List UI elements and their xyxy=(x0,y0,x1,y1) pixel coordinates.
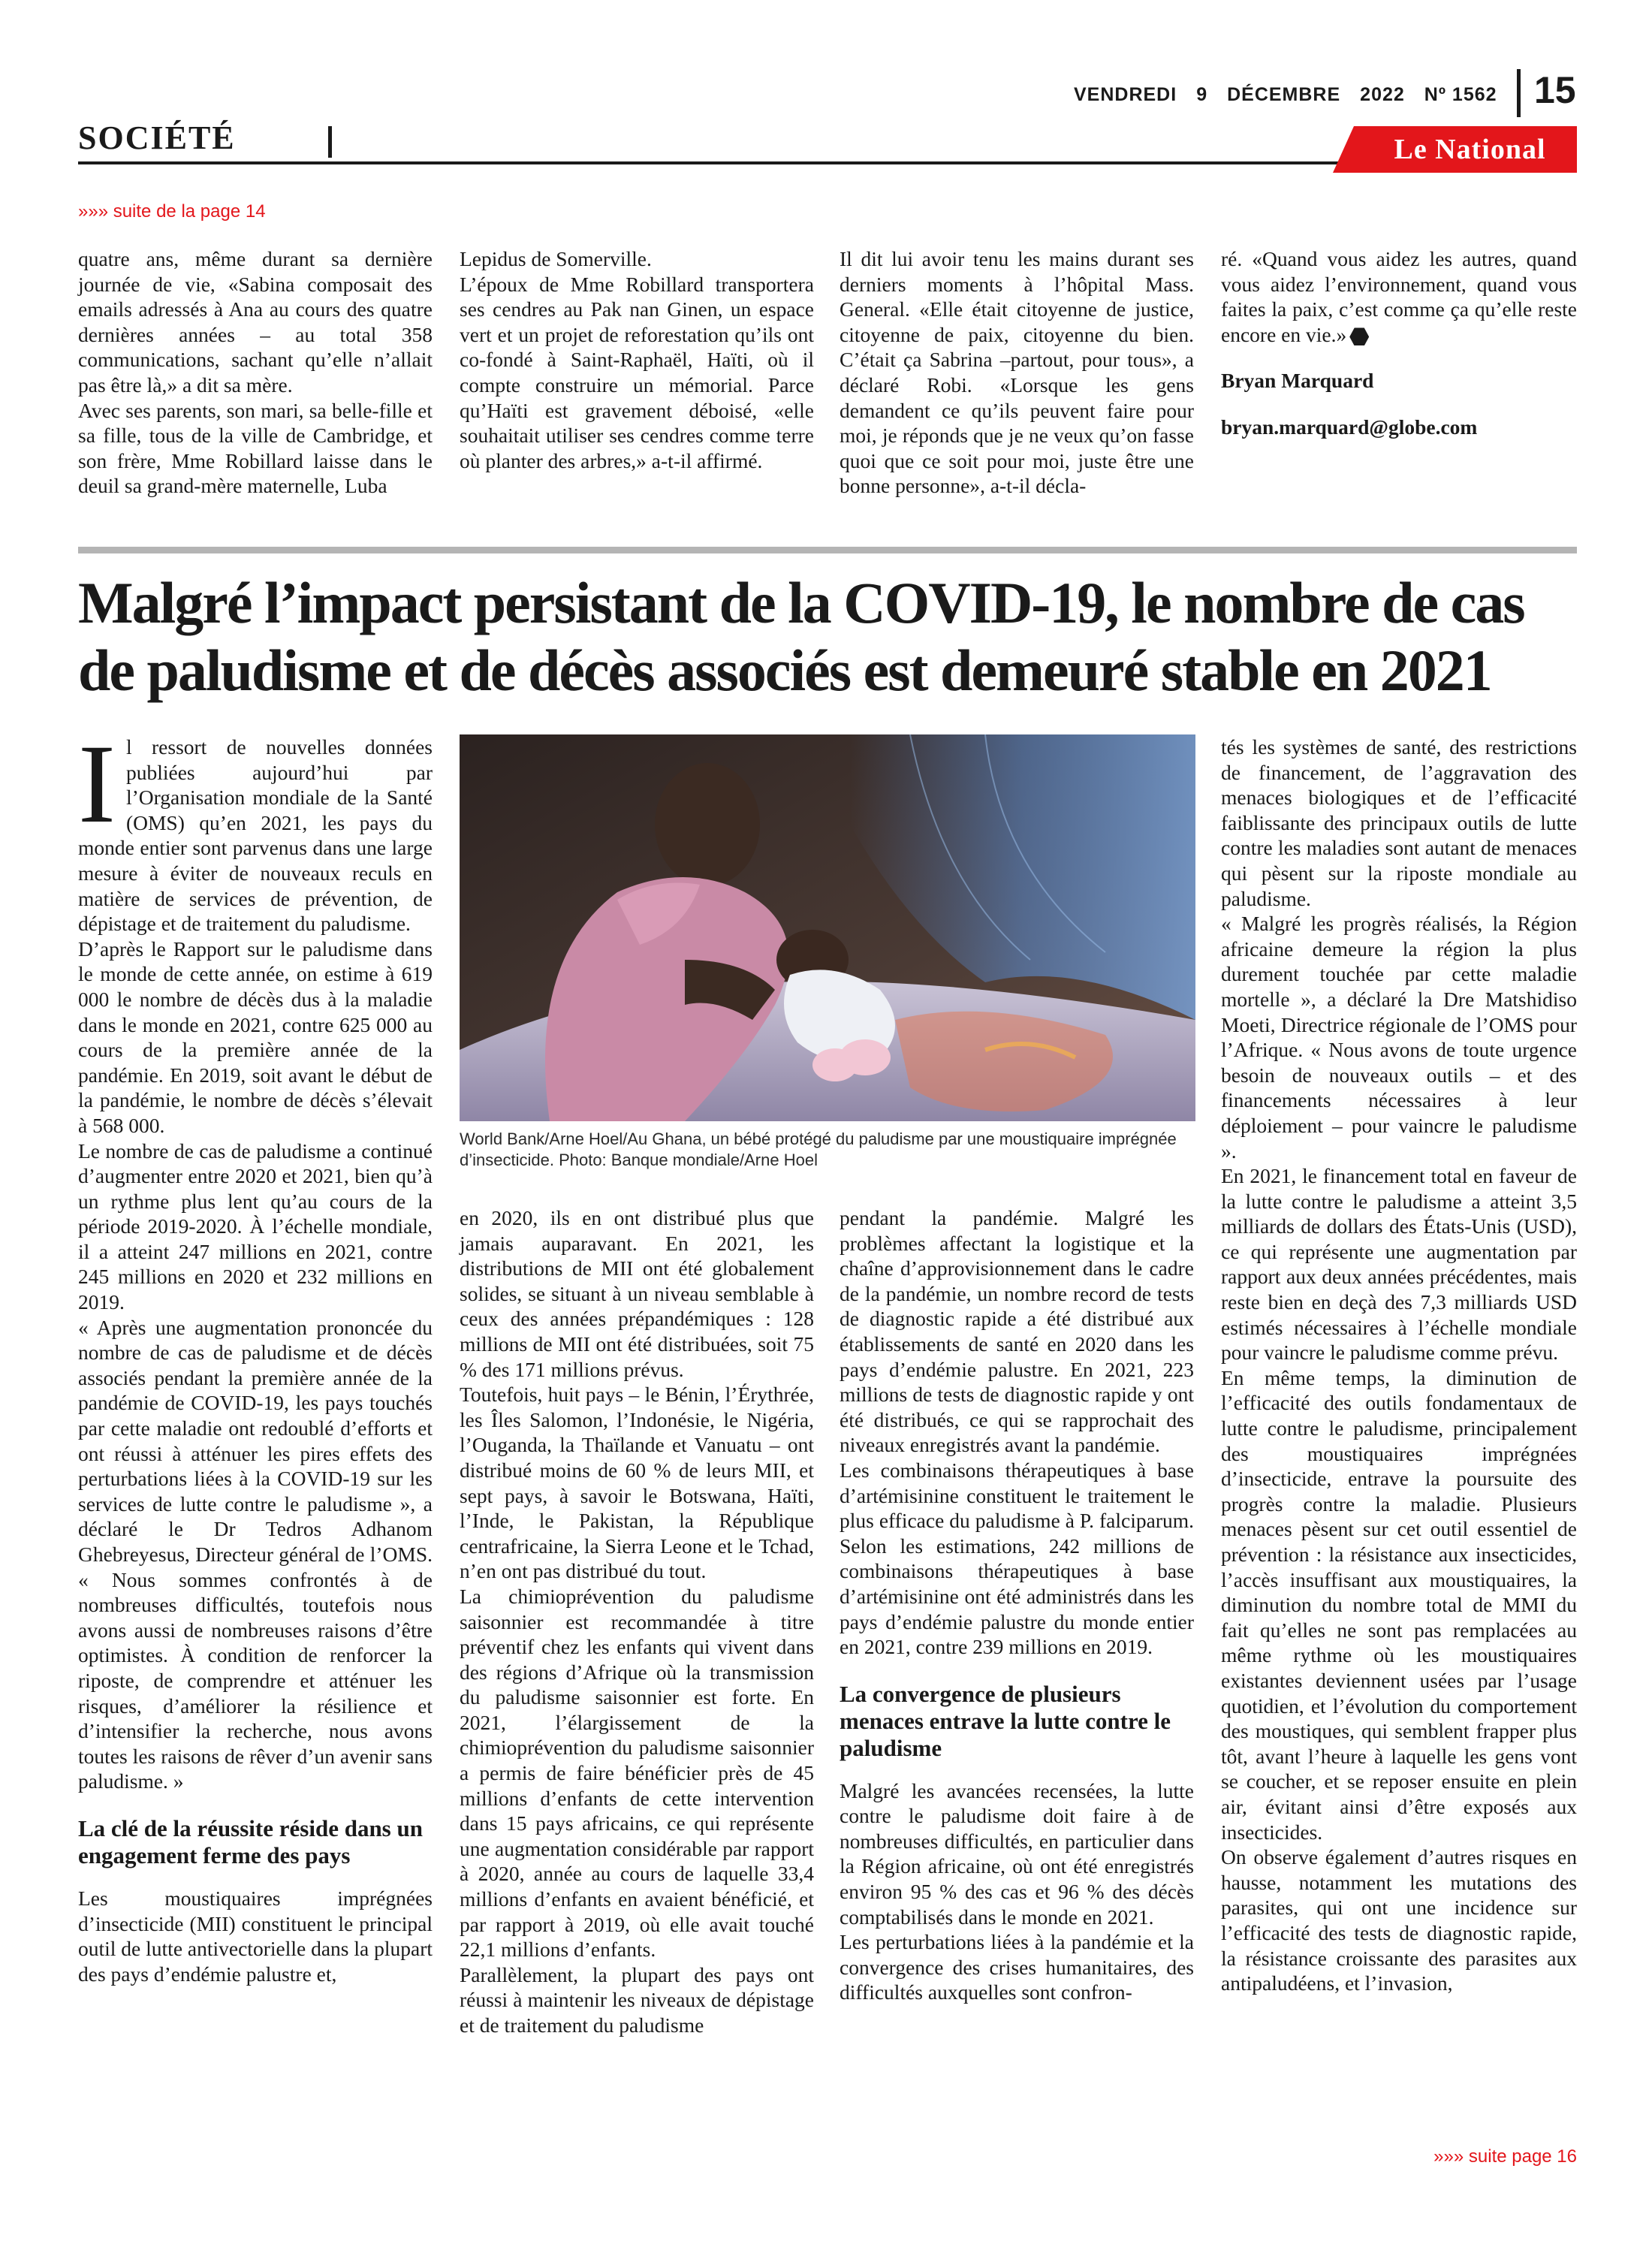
article-col-3 xyxy=(840,1205,1194,2005)
article-col-4 xyxy=(1221,734,1577,1996)
article-photo xyxy=(460,734,1195,1121)
paragraph: Le nombre de cas de paludisme a continué d’augmenter entre 2020 et 2021, bien qu’à un rythme plus lent qu’au cours de la période 2019-2020. À l’échelle mondiale, il a atteint 247 millions en 2021, contre 245 millions en 2020 et 232 millions en 2019. xyxy=(78,1139,433,1314)
end-of-article-icon xyxy=(1349,327,1369,345)
mother-baby-net-photo xyxy=(460,734,1195,1121)
author-email[interactable]: bryan.marquard@globe.com xyxy=(1221,415,1478,439)
drop-cap: I xyxy=(78,722,116,846)
prev-article-col-2 xyxy=(460,246,814,473)
prev-article-col-3 xyxy=(840,246,1194,499)
prev-article-col-1 xyxy=(78,246,433,499)
subheading: La convergence de plusieurs menaces entrave la lutte contre le paludisme xyxy=(840,1680,1171,1761)
paragraph: En 2021, le financement total en faveur de la lutte contre le paludisme a atteint 3,5 milliards de dollars des États-Unis (USD), ce qui représente une augmentation par rapport aux deux années précédentes, mais reste bien en deçà des 7,3 milliards USD estimés nécessaires à l’échelle mondiale pour vaincre le paludisme comme prévu. xyxy=(1221,1164,1577,1365)
prev-article-col-4 xyxy=(1221,246,1577,440)
paragraph: Malgré les avancées recensées, la lutte contre le paludisme doit faire à de nombreuses difficultés, en particulier dans la Région africaine, où ont été enregistrés environ 95 % des cas et 96 % des décès comptabilisés dans le monde en 2021. xyxy=(840,1778,1194,1929)
paragraph: Parallèlement, la plupart des pays ont réussi à maintenir les niveaux de dépistage et de traitement du paludisme xyxy=(460,1962,814,2037)
year: 2022 xyxy=(1360,84,1405,105)
paragraph: En même temps, la diminution de l’efficacité des outils fondamentaux de lutte contre le paludisme, principalement des moustiquaires imprégnées d’insecticide, entrave la poursuite des progrès contre la maladie. Plusieurs menaces pèsent sur cet outil essentiel de prévention : la résistance aux insecticides, l’accès insuffisant aux moustiquaires, la diminution du nombre total de MMI du fait qu’elles ne sont pas remplacées au même rythme où les moustiquaires existantes deviennent usées par l’usage quotidien, et l’évolution du comportement des moustiques, qui semblent frapper plus tôt, avant l’heure à laquelle les gens vont se coucher, et se reposer ensuite en plein air, évitant ainsi d’être exposés aux insecticides. xyxy=(1221,1365,1577,1844)
month: DÉCEMBRE xyxy=(1227,84,1341,105)
day-number: 9 xyxy=(1196,84,1208,105)
paragraph: Avec ses parents, son mari, sa belle-fille et sa fille, tous de la ville de Cambridge, et son frère, Mme Robillard laisse dans le deuil sa grand-mère maternelle, Luba xyxy=(78,398,433,498)
page-number: 15 xyxy=(1517,69,1614,117)
paragraph: en 2020, ils en ont distribué plus que jamais auparavant. En 2021, les distributions de MII ont été globalement solides, se situant à un niveau semblable à ceux des années prépandémiques : 128 millions de MII ont été distribuées, soit 75 % des 171 millions prévus. xyxy=(460,1206,814,1381)
article-col-2 xyxy=(460,1205,814,2038)
paragraph: L’époux de Mme Robillard transportera ses cendres au Pak nan Ginen, un espace vert et un projet de reforestation qu’ils ont co-fondé à Saint-Raphaël, Haïti, où il compte construire un mémorial. Parce qu’Haïti est gravement déboisé, «elle souhaitait utiliser ses cendres comme terre où planter des arbres,» a-t-il affirmé. xyxy=(460,272,814,472)
newspaper-name: Le National xyxy=(1394,134,1546,165)
continued-to[interactable]: »»» suite page 16 xyxy=(1433,2146,1577,2167)
paragraph: On observe également d’autres risques en hausse, notamment les mutations des parasites, qui ont une incidence sur l’efficacité des tests de diagnostic rapide, la résistance croissante des parasites aux antipaludéens, et l’invasion, xyxy=(1221,1845,1577,1995)
paragraph: Les moustiquaires imprégnées d’insecticide (MII) constituent le principal outil de lutte antivectorielle dans la plupart des pays d’endémie palustre et, xyxy=(78,1886,433,1986)
paragraph: Toutefois, huit pays – le Bénin, l’Érythrée, les Îles Salomon, l’Indonésie, le Nigéria, l’Ouganda, la Thaïlande et Vanuatu – ont distribué moins de 60 % de leurs MII, et sept pays, à savoir le Botswana, Haïti, l’Inde, le Pakistan, la République centrafricaine, la Sierra Leone et le Tchad, n’en ont pas distribué du tout. xyxy=(460,1383,814,1583)
paragraph: Il dit lui avoir tenu les mains durant ses derniers moments à l’hôpital Mass. General. «Elle était citoyenne de justice, citoyenne de paix, citoyenne du bien. C’était ça Sabrina –partout, pour tous», a déclaré Robi. «Lorsque les gens demandent ce qu’ils peuvent faire pour moi, je réponds que je ne veux qu’on fasse quoi que ce soit pour moi, juste être une bonne personne», a-t-il décla- xyxy=(840,247,1194,498)
paragraph: « Après une augmentation prononcée du nombre de cas de paludisme et de décès associés pendant la première année de la pandémie de COVID-19, les pays touchés par cette maladie ont redoublé d’efforts et ont réussi à atténuer les pires effets des perturbations liées à la COVID-19 sur les services de lutte contre le paludisme », a déclaré le Dr Tedros Adhanom Ghebreyesus, Directeur général de l’OMS. « Nous sommes confrontés à de nombreuses difficultés, toutefois nous avons aussi de nombreuses raisons d’être optimistes. À condition de renforcer la riposte, de comprendre et atténuer les risques, d’améliorer la résilience et d’intensifier la recherche, nous avons toutes les raisons de rêver d’un avenir sans paludisme. » xyxy=(78,1315,433,1793)
paragraph xyxy=(1221,246,1577,347)
photo-caption: World Bank/Arne Hoel/Au Ghana, un bébé protégé du paludisme par une moustiquaire imprégnée d’insecticide. Photo: Banque mondiale/Arne Hoel xyxy=(460,1130,1177,1169)
subheading: La clé de la réussite réside dans un engagement ferme des pays xyxy=(78,1814,423,1868)
paragraph: « Malgré les progrès réalisés, la Région africaine demeure la région la plus durement touchée par cette maladie mortelle », a déclaré la Dre Matshidiso Moeti, Directrice régionale de l’OMS pour l’Afrique. « Nous avons de toute urgence besoin de nouveaux outils – et des financements nécessaires à leur déploiement – pour vaincre le paludisme ». xyxy=(1221,912,1577,1163)
paragraph: Lepidus de Somerville. xyxy=(460,247,652,270)
lead-paragraph xyxy=(78,722,433,936)
issue-date xyxy=(1074,84,1524,106)
article-headline: Malgré l’impact persistant de la COVID-19, le nombre de cas de paludisme et de décès associés est demeuré stable en 2021 xyxy=(78,570,1524,703)
paragraph: Les combinaisons thérapeutiques à base d’artémisinine constituent le traitement le plus efficace du paludisme à P. falciparum. Selon les estimations, 242 millions de combinaisons thérapeutiques à base d’artémisinine ont été administrés dans les pays d’endémie palustre du monde entier en 2021, contre 239 millions en 2019. xyxy=(840,1458,1194,1659)
article-col-1 xyxy=(78,722,433,1986)
lead-text: l ressort de nouvelles données publiées aujourd’hui par l’Organisation mondiale de la Santé (OMS) qu’en 2021, les pays du monde entier sont parvenus dans une large mesure à éviter de nouveaux reculs en matière de services de prévention, de dépistage et de traitement du paludisme. xyxy=(78,735,433,936)
paragraph: La chimioprévention du paludisme saisonnier est recommandée à titre préventif chez les enfants qui vivent dans des régions d’Afrique où la transmission du paludisme saisonnier est forte. En 2021, l’élargissement de la chimioprévention du paludisme saisonnier a permis de faire bénéficier près de 45 millions d’enfants de cette intervention dans 15 pays africains, ce qui représente une augmentation considérable par rapport à 2020, année au cours de laquelle 33,4 millions d’enfants en avaient bénéficié, et par rapport à 2019, où elle avait touché 22,1 millions d’enfants. xyxy=(460,1584,814,1962)
paragraph: quatre ans, même durant sa dernière journée de vie, «Sabina composait des emails adressés à Ana au cours des quatre dernières années – au total 358 communications, sachant qu’elle n’allait pas être là,» a dit sa mère. xyxy=(78,247,433,397)
continued-from[interactable]: »»» suite de la page 14 xyxy=(78,201,266,222)
day-of-week: VENDREDI xyxy=(1074,84,1177,105)
paragraph: D’après le Rapport sur le paludisme dans le monde de cette année, on estime à 619 000 le nombre de décès dus à la maladie dans le monde en 2021, contre 625 000 au cours de la première année de la pandémie. En 2019, soit avant le début de la pandémie, le nombre de décès s’élevait à 568 000. xyxy=(78,936,433,1137)
article-divider xyxy=(78,547,1577,553)
section-title: SOCIÉTÉ xyxy=(78,119,236,156)
paragraph: Les perturbations liées à la pandémie et la convergence des crises humanitaires, des difficultés auxquelles sont confron- xyxy=(840,1930,1194,2004)
paragraph-text: ré. «Quand vous aidez les autres, quand vous aidez l’environnement, quand vous faites la paix, c’est comme ça qu’elle reste encore en vie.» xyxy=(1221,247,1577,346)
author-name: Bryan Marquard xyxy=(1221,369,1374,393)
section-separator xyxy=(328,126,332,158)
paragraph: tés les systèmes de santé, des restrictions de financement, de l’aggravation des menaces biologiques et de l’efficacité faiblissante des principaux outils de lutte contre les maladies sont autant de menaces qui pèsent sur la riposte mondiale au paludisme. xyxy=(1221,735,1577,910)
header-rule xyxy=(78,161,1502,164)
issue-number: Nº 1562 xyxy=(1424,84,1497,105)
paragraph: pendant la pandémie. Malgré les problèmes affectant la logistique et la chaîne d’approvisionnement dans le cadre de la pandémie, un nombre record de tests de diagnostic rapide a été distribué aux établissements de santé en 2020 dans les pays d’endémie palustre. En 2021, 223 millions de tests de diagnostic rapide y ont été distribués, ce qui se rapprochait des niveaux enregistrés avant la pandémie. xyxy=(840,1206,1194,1457)
